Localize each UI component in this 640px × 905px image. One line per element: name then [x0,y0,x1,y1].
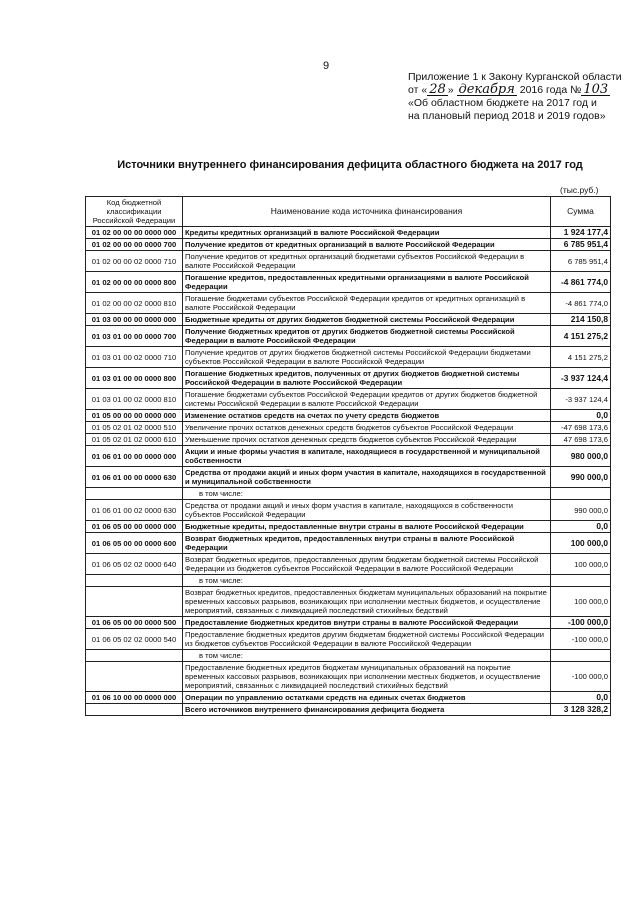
table-row [86,293,611,314]
row-code: 01 06 05 02 02 0000 540 [86,629,183,650]
row-name: Погашение кредитов, предоставленных кредитными организациями в валюте Российской Федерации [183,272,551,293]
row-code: 01 03 01 00 00 0000 700 [86,326,183,347]
table-row [86,368,611,389]
row-name: Изменение остатков средств на счетах по учету средств бюджетов [183,410,551,422]
table-row [86,662,611,692]
row-sum: -100 000,0 [551,629,611,650]
table-body [86,227,611,716]
row-sum: 214 150,8 [551,314,611,326]
row-name: Погашение бюджетами субъектов Российской Федерации кредитов от других бюджетов бюджетной системы Российской Федерации в валюте Российской Федерации [183,389,551,410]
financing-sources-table [85,196,611,716]
row-sum: 3 128 328,2 [551,704,611,716]
table-row [86,692,611,704]
table-row [86,422,611,434]
row-code [86,704,183,716]
appendix-month: декабря [458,82,515,97]
row-sum: 1 924 177,4 [551,227,611,239]
table-row [86,554,611,575]
row-code: 01 06 01 00 00 0000 630 [86,467,183,488]
table-row [86,434,611,446]
row-name: Увеличение прочих остатков денежных средств бюджетов субъектов Российской Федерации [183,422,551,434]
row-name: Возврат бюджетных кредитов, предоставленных внутри страны в валюте Российской Федерации [183,533,551,554]
row-sum: 100 000,0 [551,587,611,617]
table-row [86,389,611,410]
table-row [86,410,611,422]
table-row [86,704,611,716]
table-row [86,314,611,326]
table-header-row [86,197,611,227]
row-sum: 100 000,0 [551,533,611,554]
row-code: 01 02 00 00 00 0000 700 [86,239,183,251]
row-name: в том числе: [183,488,551,500]
row-name: Бюджетные кредиты от других бюджетов бюджетной системы Российской Федерации [183,314,551,326]
row-sum: 4 151 275,2 [551,347,611,368]
row-sum [551,650,611,662]
table-row [86,650,611,662]
row-name: Операции по управлению остатками средств на единых счетах бюджетов [183,692,551,704]
row-code: 01 05 00 00 00 0000 000 [86,410,183,422]
row-sum: -4 861 774,0 [551,272,611,293]
document-title: Источники внутреннего финансирования дефицита областного бюджета на 2017 год [117,159,583,171]
row-name: Возврат бюджетных кредитов, предоставленных бюджетам муниципальных образований на покрытие временных кассовых разрывов, возникающих при исполнении местных бюджетов, и осуществление мероприятий, связанных с ликвидацией последствий стихийных бедствий [183,587,551,617]
appendix-line4: на плановый период 2018 и 2019 годов» [408,110,606,122]
page-number: 9 [323,60,330,72]
row-sum [551,488,611,500]
row-code [86,587,183,617]
row-sum: -4 861 774,0 [551,293,611,314]
row-sum [551,575,611,587]
row-name: в том числе: [183,650,551,662]
row-name: Получение кредитов от кредитных организаций в валюте Российской Федерации [183,239,551,251]
row-name: Получение бюджетных кредитов от других бюджетов бюджетной системы Российской Федерации в валюте Российской Федерации [183,326,551,347]
appendix-line2 [408,84,633,97]
row-sum: 4 151 275,2 [551,326,611,347]
table-row [86,467,611,488]
row-name: Получение кредитов от кредитных организаций бюджетами субъектов Российской Федерации в валюте Российской Федерации [183,251,551,272]
table-row [86,446,611,467]
row-code: 01 06 10 00 00 0000 000 [86,692,183,704]
row-sum: -47 698 173,6 [551,422,611,434]
table-row [86,239,611,251]
row-sum: 980 000,0 [551,446,611,467]
appendix-number: 103 [583,82,609,97]
row-name: Кредиты кредитных организаций в валюте Российской Федерации [183,227,551,239]
appendix-year: 2016 года № [519,84,582,96]
row-sum: 100 000,0 [551,554,611,575]
row-sum: 47 698 173,6 [551,434,611,446]
table-row [86,575,611,587]
appendix-line1: Приложение 1 к Закону Курганской области [408,71,622,83]
row-name: Средства от продажи акций и иных форм участия в капитале, находящихся в собственности субъектов Российской Федерации [183,500,551,521]
row-code: 01 05 02 01 02 0000 510 [86,422,183,434]
row-name: Уменьшение прочих остатков денежных средств бюджетов субъектов Российской Федерации [183,434,551,446]
row-code [86,488,183,500]
table-row [86,488,611,500]
table-row [86,629,611,650]
row-sum: 990 000,0 [551,500,611,521]
row-name: Предоставление бюджетных кредитов внутри страны в валюте Российской Федерации [183,617,551,629]
row-code: 01 02 00 00 02 0000 710 [86,251,183,272]
row-sum: 990 000,0 [551,467,611,488]
row-code: 01 06 01 00 02 0000 630 [86,500,183,521]
units-label: (тыс.руб.) [560,185,599,195]
header-code: Код бюджетной классификации Российской Федерации [86,197,183,227]
row-name: Погашение бюджетами субъектов Российской Федерации кредитов от кредитных организаций в валюте Российской Федерации [183,293,551,314]
row-code: 01 02 00 00 02 0000 810 [86,293,183,314]
appendix-header [408,71,633,123]
table-row [86,347,611,368]
appendix-date-prefix: от « [408,84,428,96]
row-sum: -3 937 124,4 [551,368,611,389]
row-code: 01 06 05 00 00 0000 000 [86,521,183,533]
row-code [86,575,183,587]
row-sum: 0,0 [551,410,611,422]
appendix-day: 28 [429,82,446,97]
row-code: 01 05 02 01 02 0000 610 [86,434,183,446]
row-name: Получение кредитов от других бюджетов бюджетной системы Российской Федерации бюджетами субъектов Российской Федерации в валюте Российской Федерации [183,347,551,368]
table-row [86,521,611,533]
row-sum: 0,0 [551,692,611,704]
row-code: 01 02 00 00 00 0000 800 [86,272,183,293]
row-code: 01 03 01 00 02 0000 710 [86,347,183,368]
row-sum: -100 000,0 [551,617,611,629]
row-code: 01 03 01 00 02 0000 810 [86,389,183,410]
row-code: 01 02 00 00 00 0000 000 [86,227,183,239]
header-name: Наименование кода источника финансирования [183,197,551,227]
header-sum: Сумма [551,197,611,227]
row-code: 01 06 05 00 00 0000 600 [86,533,183,554]
table-row [86,272,611,293]
row-sum: -100 000,0 [551,662,611,692]
table-row [86,587,611,617]
row-code: 01 06 05 00 00 0000 500 [86,617,183,629]
row-name: Средства от продажи акций и иных форм участия в капитале, находящихся в государственной и муниципальной собственности [183,467,551,488]
row-name: Предоставление бюджетных кредитов бюджетам муниципальных образований на покрытие временных кассовых разрывов, возникающих при исполнении местных бюджетов, и осуществление мероприятий, связанных с ликвидацией последствий стихийных бедствий [183,662,551,692]
row-sum: 6 785 951,4 [551,239,611,251]
row-name: Акции и иные формы участия в капитале, находящиеся в государственной и муниципальной собственности [183,446,551,467]
row-name: Предоставление бюджетных кредитов другим бюджетам бюджетной системы Российской Федерации из бюджетов субъектов Российской Федерации в валюте Российской Федерации [183,629,551,650]
row-code: 01 06 01 00 00 0000 000 [86,446,183,467]
row-sum: 6 785 951,4 [551,251,611,272]
table-row [86,617,611,629]
table-row [86,251,611,272]
row-sum: 0,0 [551,521,611,533]
table-row [86,227,611,239]
table-row [86,533,611,554]
row-code [86,650,183,662]
row-name: Бюджетные кредиты, предоставленные внутри страны в валюте Российской Федерации [183,521,551,533]
row-code: 01 06 05 02 02 0000 640 [86,554,183,575]
row-code [86,662,183,692]
appendix-date-mid: » [447,84,454,96]
row-code: 01 03 00 00 00 0000 000 [86,314,183,326]
row-name: Возврат бюджетных кредитов, предоставленных другим бюджетам бюджетной системы Российской Федерации из бюджетов субъектов Российской Федерации в валюте Российской Федерации [183,554,551,575]
row-name: Всего источников внутреннего финансирования дефицита бюджета [183,704,551,716]
row-code: 01 03 01 00 00 0000 800 [86,368,183,389]
row-name: в том числе: [183,575,551,587]
table-row [86,500,611,521]
row-name: Погашение бюджетных кредитов, полученных от других бюджетов бюджетной системы Российской Федерации в валюте Российской Федерации [183,368,551,389]
row-sum: -3 937 124,4 [551,389,611,410]
appendix-line3: «Об областном бюджете на 2017 год и [408,97,597,109]
table-row [86,326,611,347]
